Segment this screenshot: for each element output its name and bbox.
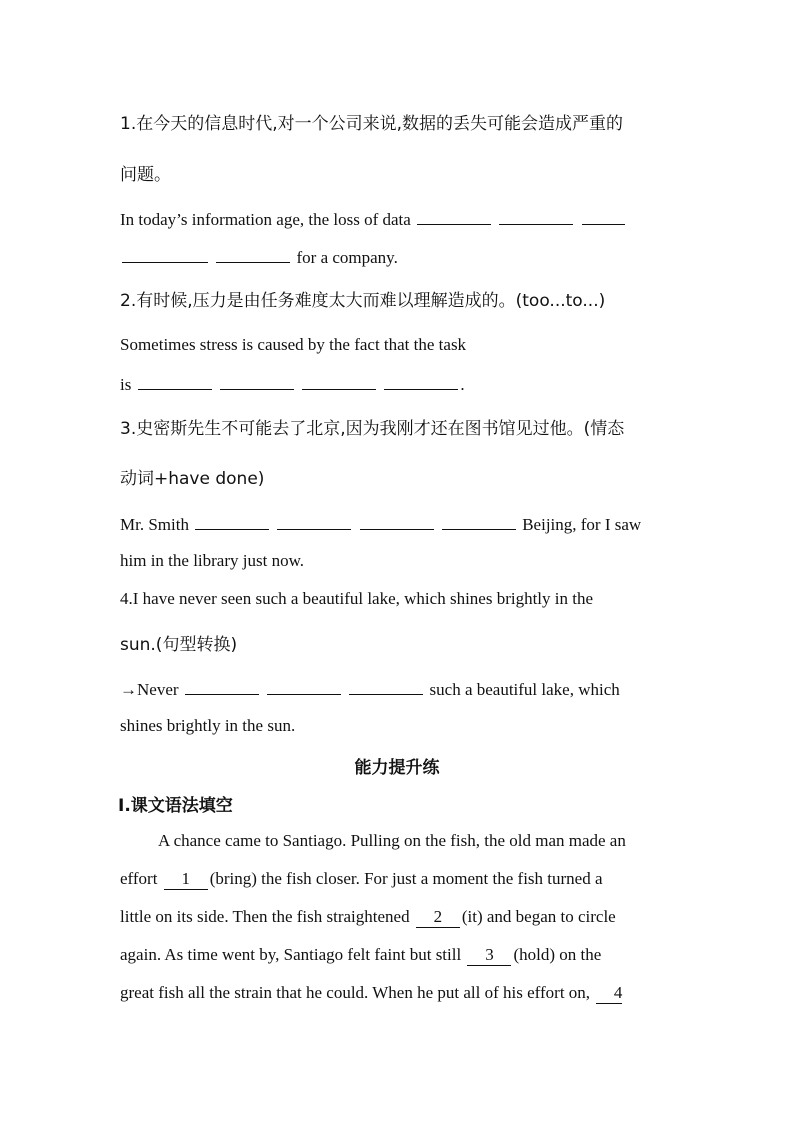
answer-blank[interactable] — [349, 677, 423, 695]
passage-text: (bring) the fish closer. For just a moment the fish turned a — [209, 869, 603, 888]
answer-blank[interactable] — [138, 372, 212, 390]
passage-text: (it) and began to circle — [461, 907, 616, 926]
answer-blank[interactable] — [267, 677, 341, 695]
passage-text: great fish all the strain that he could. When he put all of his effort on, — [120, 983, 591, 1002]
q1-chinese-line2: 问题。 — [120, 165, 171, 185]
answer-blank[interactable] — [277, 512, 351, 530]
q4-english-line2: shines brightly in the sun. — [120, 716, 296, 735]
passage-text: again. As time went by, Santiago felt faint but still — [120, 945, 462, 964]
numbered-blank-4[interactable]: 4 — [596, 983, 622, 1004]
q3-chinese-line1: 3.史密斯先生不可能去了北京,因为我刚才还在图书馆见过他。(情态 — [120, 419, 625, 439]
passage-line4 — [120, 944, 601, 966]
answer-blank[interactable] — [360, 512, 434, 530]
answer-blank[interactable] — [582, 207, 625, 225]
numbered-blank-2[interactable]: 2 — [416, 907, 460, 928]
section-heading: 能力提升练 — [354, 758, 440, 778]
q3-english-text-a: Mr. Smith — [120, 515, 189, 534]
answer-blank[interactable] — [122, 245, 208, 263]
q1-english-line1 — [120, 207, 627, 231]
q3-english-line2: him in the library just now. — [120, 551, 304, 570]
q2-english-line2 — [120, 372, 465, 396]
q2-english-line1: Sometimes stress is caused by the fact that the task — [120, 335, 467, 354]
answer-blank[interactable] — [417, 207, 491, 225]
q4-line1: 4.I have never seen such a beautiful lake, which shines brightly in the — [120, 589, 594, 608]
answer-blank[interactable] — [384, 372, 458, 390]
answer-blank[interactable] — [216, 245, 290, 263]
q3-english-line1 — [120, 512, 641, 536]
q1-english-line2 — [120, 245, 398, 269]
q2-english-end: . — [460, 375, 465, 394]
q2-chinese-line1: 2.有时候,压力是由任务难度太大而难以理解造成的。(too...to...) — [120, 291, 606, 311]
answer-blank[interactable] — [185, 677, 259, 695]
passage-line3 — [120, 906, 616, 928]
q2-english-text-b: is — [120, 375, 132, 394]
answer-blank[interactable] — [195, 512, 269, 530]
answer-blank[interactable] — [442, 512, 516, 530]
numbered-blank-3[interactable]: 3 — [467, 945, 511, 966]
answer-blank[interactable] — [499, 207, 573, 225]
passage-text: little on its side. Then the fish straightened — [120, 907, 410, 926]
q4-line2: sun.(句型转换) — [120, 635, 238, 655]
q1-english-text-a: In today’s information age, the loss of data — [120, 210, 411, 229]
q4-english-text-a: →Never — [120, 680, 179, 699]
q4-english-line1 — [120, 677, 620, 701]
passage-text: (hold) on the — [513, 945, 602, 964]
passage-line1: A chance came to Santiago. Pulling on the fish, the old man made an — [158, 831, 626, 850]
q1-english-text-b: for a company. — [296, 248, 398, 267]
answer-blank[interactable] — [220, 372, 294, 390]
section-title: Ⅰ.课文语法填空 — [118, 796, 233, 816]
q3-english-text-b: Beijing, for I saw — [522, 515, 642, 534]
passage-line2 — [120, 868, 603, 890]
passage-text: effort — [120, 869, 158, 888]
numbered-blank-1[interactable]: 1 — [164, 869, 208, 890]
q1-chinese-line1: 1.在今天的信息时代,对一个公司来说,数据的丢失可能会造成严重的 — [120, 114, 624, 134]
q3-chinese-line2: 动词+have done) — [120, 469, 265, 489]
q4-english-text-b: such a beautiful lake, which — [429, 680, 620, 699]
passage-line5 — [120, 982, 624, 1004]
answer-blank[interactable] — [302, 372, 376, 390]
